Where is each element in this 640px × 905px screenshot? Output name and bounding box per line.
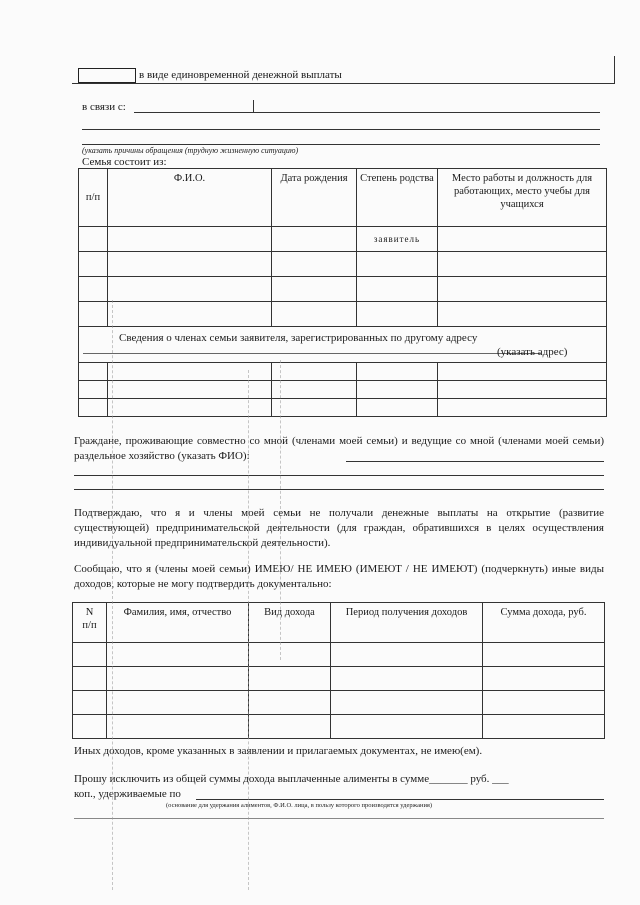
- table-row: [73, 691, 605, 715]
- col-period-header: Период получения доходов: [331, 603, 483, 643]
- text-cursor: [253, 100, 254, 112]
- reason-hint: (указать причины обращения (трудную жизненную ситуацию): [82, 146, 299, 155]
- scan-artifact: [280, 360, 281, 660]
- family-table: [78, 168, 607, 417]
- alimony-line-1: Прошу исключить из общей суммы дохода выплаченные алименты в сумме_______ руб. ___: [74, 773, 509, 785]
- payment-underline: [72, 83, 614, 84]
- col-relation-header: Степень родства: [357, 169, 438, 227]
- cohabitants-line-3[interactable]: [74, 489, 604, 490]
- col-type-header: Вид дохода: [249, 603, 331, 643]
- family-table-header: [79, 169, 607, 227]
- cohabitants-line-2[interactable]: [74, 475, 604, 476]
- table-row: [79, 227, 607, 252]
- col-birth-header: Дата рождения: [272, 169, 357, 227]
- reason-line-2[interactable]: [82, 129, 600, 130]
- alimony-line-2: коп., удерживаемые по: [74, 788, 181, 800]
- col-num-a: N: [85, 607, 94, 618]
- cohabitants-text: Граждане, проживающие совместно со мной (членами моей семьи) и ведущие со мной (членами моей семьи) раздельное хозяйство (указать ФИО):: [74, 435, 604, 462]
- alimony-hint: (основание для удержания алиментов, Ф.И.О. лица, в пользу которого производятся удержания): [166, 802, 433, 809]
- income-table-header: [73, 603, 605, 643]
- col-num-header: п/п: [79, 169, 108, 227]
- applicant-relation-cell: заявитель: [357, 227, 438, 252]
- table-row: [79, 381, 607, 399]
- col-work-header: Место работы и должность для работающих, место учебы для учащихся: [438, 169, 607, 227]
- table-row: [79, 302, 607, 327]
- payment-type-text: в виде единовременной денежной выплаты: [139, 69, 342, 81]
- reason-line-1[interactable]: [134, 112, 600, 113]
- no-other-income-text: Иных доходов, кроме указанных в заявлении и прилагаемых документах, не имею(ем).: [74, 745, 483, 757]
- other-address-title: Сведения о членах семьи заявителя, зарегистрированных по другому адресу: [119, 332, 478, 344]
- alimony-basis-line[interactable]: [196, 799, 604, 800]
- col-sum-header: Сумма дохода, руб.: [483, 603, 605, 643]
- table-row: [79, 277, 607, 302]
- table-row: [73, 643, 605, 667]
- table-row: [79, 399, 607, 417]
- address-line[interactable]: [83, 353, 541, 354]
- income-table: [72, 602, 605, 739]
- family-intro: Семья состоит из:: [82, 156, 167, 168]
- cohabitants-line-1[interactable]: [346, 461, 604, 462]
- table-row: [79, 363, 607, 381]
- alimony-line-3[interactable]: [74, 818, 604, 819]
- col-name-header: Фамилия, имя, отчество: [107, 603, 249, 643]
- address-hint: (указать адрес): [497, 346, 568, 358]
- col-name-header: Ф.И.О.: [108, 169, 272, 227]
- reason-line-3[interactable]: [82, 144, 600, 145]
- scan-artifact: [112, 300, 113, 890]
- other-address-row: [79, 327, 607, 363]
- table-row: [79, 252, 607, 277]
- payment-amount-box[interactable]: [78, 68, 136, 83]
- scan-artifact: [248, 370, 249, 890]
- confirmation-text: Подтверждаю, что я и члены моей семьи не получали денежные выплаты на открытие (развитие существующей) предпринимательской деятельности (для граждан, обратившихся в целях осуществления индивидуальной предпринимательской деятельности).: [74, 507, 604, 549]
- table-row: [73, 715, 605, 739]
- margin-rule: [614, 56, 615, 84]
- col-num-b: п/п: [82, 620, 97, 631]
- reason-label: в связи с:: [82, 101, 126, 113]
- table-row: [73, 667, 605, 691]
- income-statement-text: Сообщаю, что я (члены моей семьи) ИМЕЮ/ НЕ ИМЕЮ (ИМЕЮТ / НЕ ИМЕЮТ) (подчеркнуть) иные виды доходов, которые не могу подтвердить документально:: [74, 563, 604, 590]
- col-num-header: [73, 603, 107, 643]
